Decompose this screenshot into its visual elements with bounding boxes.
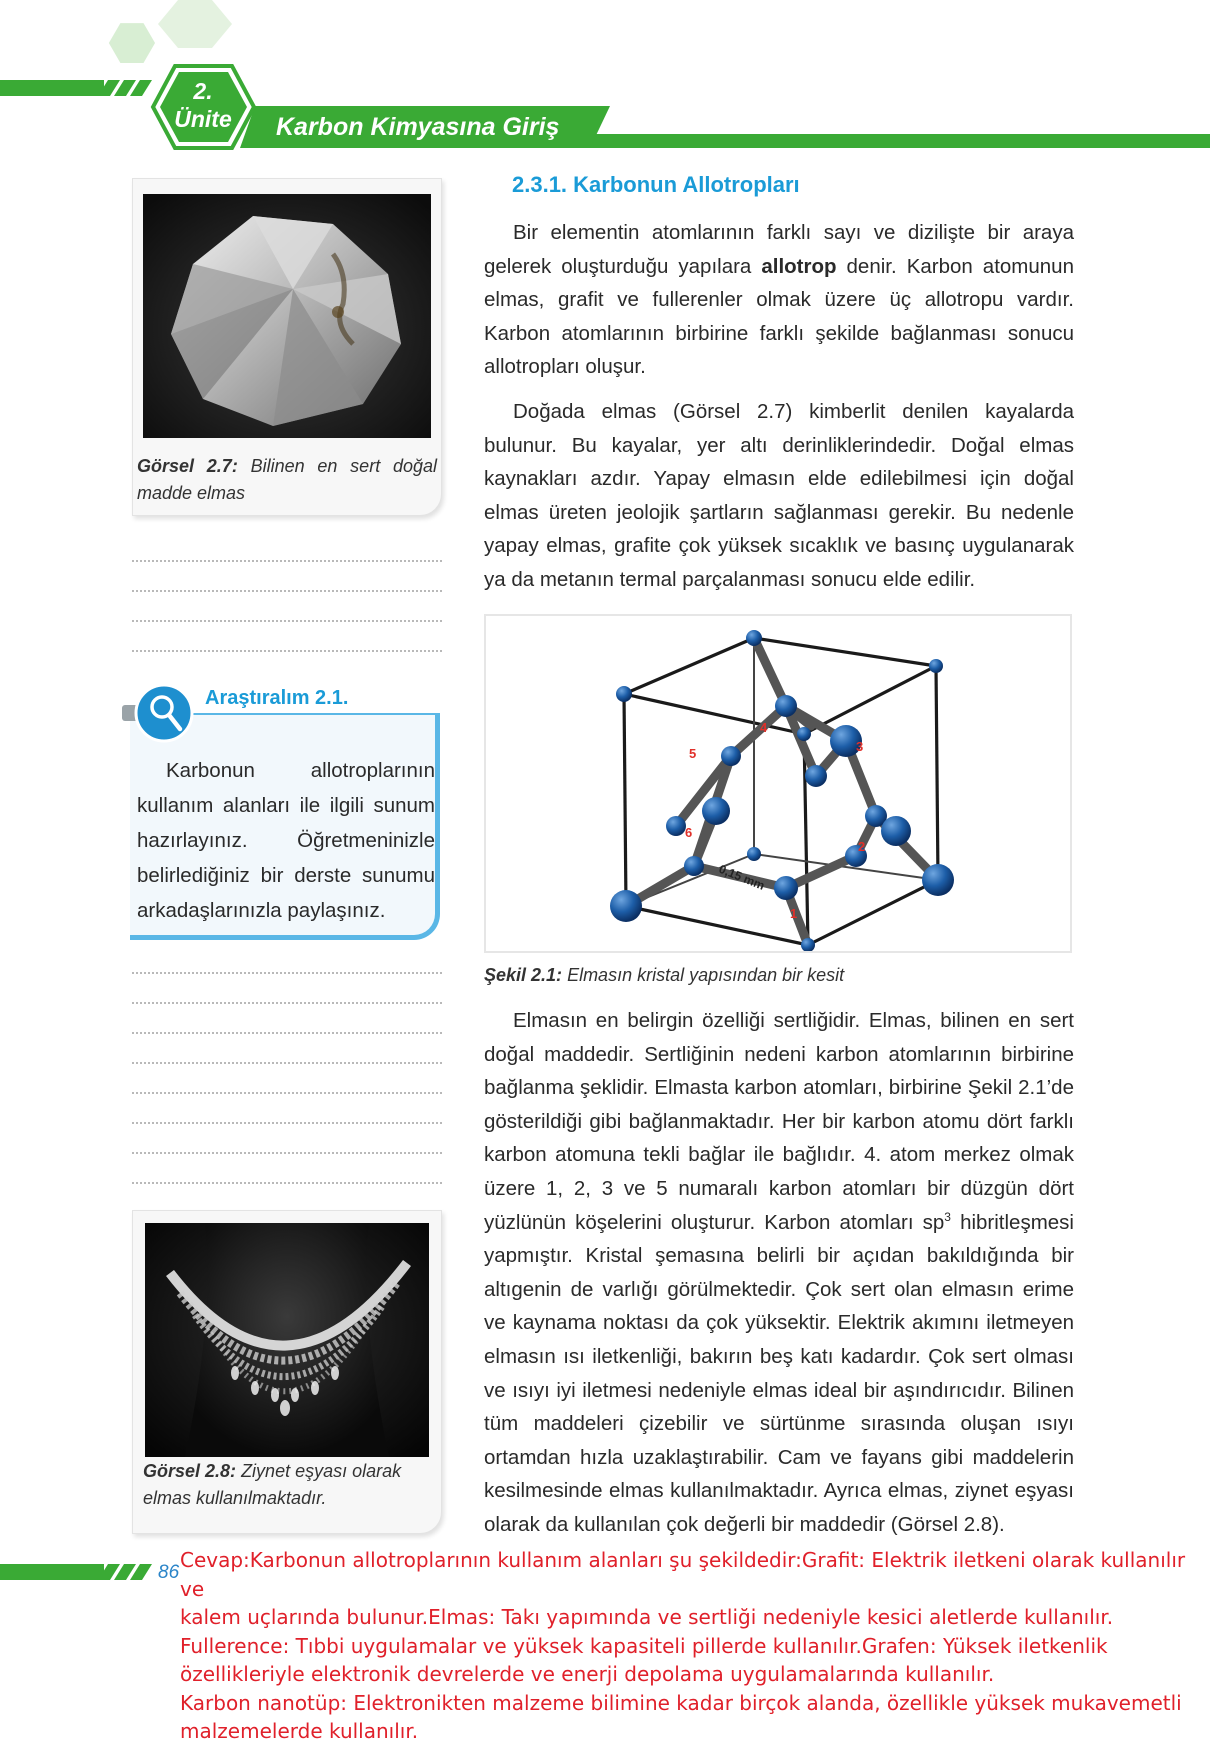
atom: [881, 816, 911, 846]
necklace-photo: [145, 1223, 429, 1457]
figure-2-1-caption: [484, 962, 1072, 989]
atom: [666, 816, 686, 836]
figure-2-7-caption: [137, 453, 437, 507]
atom: [775, 695, 797, 717]
footer-bar: [0, 1560, 180, 1584]
hexagon-decoration: [158, 0, 232, 48]
figure-2-1-frame: [484, 614, 1072, 953]
figure-2-8-card: [132, 1210, 442, 1534]
figure-2-7-card: [132, 178, 442, 516]
atom-label-6: 6: [685, 825, 693, 840]
diamond-properties-paragraph: [484, 1004, 1074, 1542]
header-green-bar-right: [590, 134, 1210, 148]
note-line: [132, 972, 442, 974]
figure-2-7-text: Bilinen en sert doğal madde elmas: [137, 456, 437, 503]
diamond-properties-text: [484, 1004, 1074, 1542]
atom-label-4: 4: [760, 720, 768, 735]
atom: [747, 847, 761, 861]
cube-edges: [624, 638, 938, 945]
atom: [774, 876, 798, 900]
note-line: [132, 1152, 442, 1154]
para3-before: Elmasın en belirgin özelliği sertliğidir. Elmas, bilinen en sert doğal maddedir. Sertliğinin nedeni karbon atomlarının birbirine bağlanma şeklidir. Elmasta karbon atomları, birbirine Şekil 2.1’de gösterildiği gibi bağlanmaktadır. Her bir karbon atomu dört farklı karbon atomuna tekli bağlar ile bağlıdır. 4. atom merkez olmak üzere 1, 2, 3 ve 5 numaralı karbon atomları bir düzgün dört yüzlünün köşelerini oluşturur. Karbon atomları sp: [484, 1009, 1074, 1234]
unit-word: Ünite: [174, 106, 232, 132]
note-line: [132, 620, 442, 622]
note-line: [132, 1122, 442, 1124]
section-heading: 2.3.1. Karbonun Allotropları: [512, 172, 800, 197]
atom-label-3: 3: [856, 739, 864, 754]
bond-length-label: 0,15 mm: [716, 861, 767, 893]
figure-2-1-label: Şekil 2.1:: [484, 965, 563, 985]
answer-line: malzemelerde kullanılır.: [180, 1719, 419, 1743]
answer-line: Fullerence: Tıbbi uygulamalar ve yüksek kapasiteli pillerde kullanılır.Grafen: Yüksek iletkenlik: [180, 1633, 1108, 1658]
diamond-photo: [143, 194, 431, 438]
hybrid-superscript: 3: [944, 1209, 951, 1224]
figure-2-8-caption: [143, 1458, 435, 1512]
figure-2-7-label: Görsel 2.7:: [137, 456, 238, 476]
page-number: 86: [158, 1562, 180, 1583]
note-line: [132, 1032, 442, 1034]
chapter-title: Karbon Kimyasına Giriş: [276, 113, 560, 141]
answer-line: Cevap:Karbonun allotroplarının kullanım alanları şu şekildedir:Grafit: Elektrik iletkeni olarak kullanılır ve: [180, 1548, 1186, 1601]
atom: [684, 856, 704, 876]
atom-label-1: 1: [790, 906, 798, 921]
intro-text-block: [484, 216, 1074, 597]
atom: [616, 686, 632, 702]
figure-2-8-label: Görsel 2.8:: [143, 1461, 237, 1481]
atom: [702, 797, 730, 825]
note-line: [132, 1092, 442, 1094]
unit-number: 2.: [193, 78, 213, 104]
atom: [610, 890, 642, 922]
note-line: [132, 1002, 442, 1004]
atom-label-5: 5: [689, 746, 697, 761]
atom: [922, 864, 954, 896]
bonds: [486, 616, 938, 945]
para1-before: Bir elementin atomlarının farklı sayı ve dizilişte bir araya gelerek oluşturduğu yapılara: [484, 221, 1074, 278]
header-green-bar-left: [0, 80, 104, 96]
answer-line: Karbon nanotüp: Elektronikten malzeme bilimine kadar birçok alanda, özellikle yüksek mukavemetli: [180, 1690, 1182, 1715]
answer-line: özellikleriyle elektronik devrelerde ve enerji depolama uygulamalarında kullanılır.: [180, 1662, 995, 1686]
atom: [797, 727, 811, 741]
answer-note: [180, 1546, 1206, 1746]
atom: [746, 630, 762, 646]
para1-after: denir. Karbon atomunun elmas, grafit ve fullerenler olmak üzere üç allotropu vardır. Karbon atomlarının birbirine farklı şekilde bağlanması sonucu allotropları oluşur.: [484, 254, 1074, 379]
atom: [929, 659, 943, 673]
note-line: [132, 1062, 442, 1064]
note-line: [132, 650, 442, 652]
para3-after: hibritleşmesi yapmıştır. Kristal şemasına belirli bir açıdan bakıldığında bir altıgenin de varlığı görülmektedir. Çok sert olan elmasın erime ve kaynama noktası da çok yüksektir. Elektrik akımını iletmeyen elmasın ısı iletkenliği, bakırın beş katı kadardır. Çok sert olması ve ısıyı iyi iletmesi nedeniyle elmas ideal bir aşındırıcıdır. Bilinen tüm maddeleri çizebilir ve sürtünme sırasında oluşan ısıyı ortamdan hızla uzaklaştırabilir. Cam ve fayans gibi maddelerin kesilmesinde elmas kullanılmaktadır. Ayrıca elmas, ziynet eşyası olarak da kullanılan çok değerli bir maddedir (Görsel 2.8).: [484, 1210, 1074, 1536]
allotrope-paragraph: [484, 216, 1074, 384]
atom: [805, 765, 827, 787]
allotrop-term: allotrop: [761, 254, 837, 278]
hexagon-decoration: [109, 23, 155, 63]
note-line: [132, 1182, 442, 1184]
natural-diamond-paragraph: Doğada elmas (Görsel 2.7) kimberlit denilen kayalarda bulunur. Bu kayalar, yer altı derinliklerindedir. Doğal elmas kaynakları azdır. Yapay elmasın elde edilebilmesi için doğal elmas üreten jeolojik şartların sağlanması gerekir. Bu nedenle yapay elmas, grafite çok yüksek sıcaklık ve basınç uygulanarak ya da metanın termal parçalanması sonucu elde edilir.: [484, 399, 1074, 591]
atom: [721, 746, 741, 766]
research-box-text: Karbonun allotroplarının kullanım alanları ile ilgili sunum hazırlayınız. Öğretmeninizle belirlediğiniz bir derste sunumu arkadaşlarınızla paylaşınız.: [137, 759, 435, 922]
figure-2-8-text: Ziynet eşyası olarak elmas kullanılmaktadır.: [143, 1461, 402, 1508]
note-line: [132, 590, 442, 592]
figure-2-1-text: Elmasın kristal yapısından bir kesit: [567, 965, 845, 985]
research-box-icon: [122, 683, 194, 743]
research-box: [130, 713, 440, 940]
note-line: [132, 560, 442, 562]
atom-label-2: 2: [858, 839, 866, 854]
answer-line: kalem uçlarında bulunur.Elmas: Takı yapımında ve sertliği nedeniyle kesici aletlerde kullanılır.: [180, 1605, 1114, 1629]
diamond-lattice-diagram: [486, 616, 1070, 951]
research-box-title: Araştıralım 2.1.: [205, 687, 349, 709]
